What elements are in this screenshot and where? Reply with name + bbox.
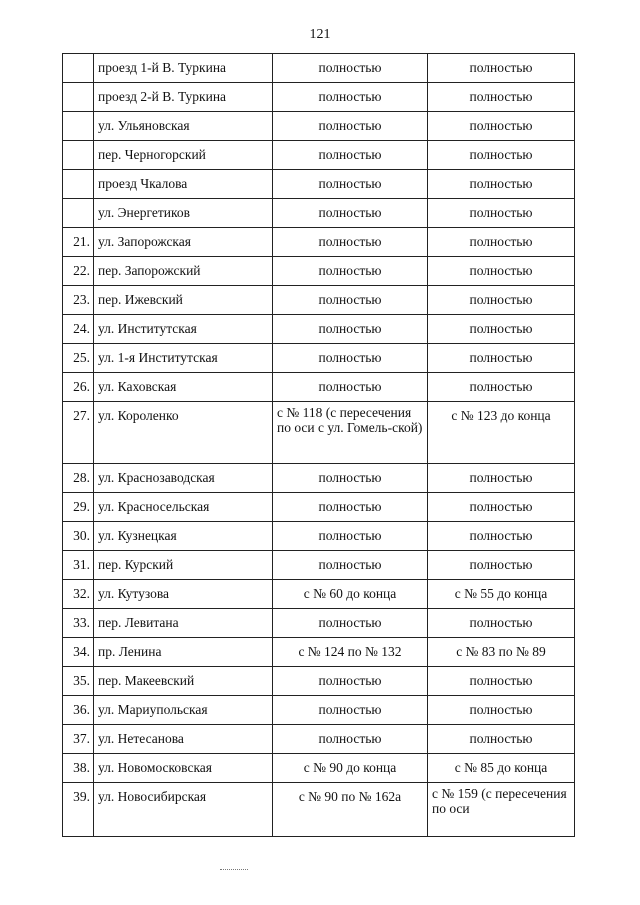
odd-side-range: полностью: [428, 522, 575, 551]
even-side-range: с № 90 по № 162а: [273, 783, 428, 837]
row-number: 31.: [63, 551, 94, 580]
even-side-range: с № 60 до конца: [273, 580, 428, 609]
even-side-range: с № 124 по № 132: [273, 638, 428, 667]
odd-side-range: с № 55 до конца: [428, 580, 575, 609]
even-side-range: полностью: [273, 493, 428, 522]
street-name: ул. Красносельская: [94, 493, 273, 522]
street-name: ул. Энергетиков: [94, 199, 273, 228]
row-number: [63, 141, 94, 170]
table-row: [63, 112, 575, 141]
street-name: ул. Мариупольская: [94, 696, 273, 725]
table-row: [63, 257, 575, 286]
odd-side-range: полностью: [428, 464, 575, 493]
row-number: [63, 83, 94, 112]
table-row: [63, 580, 575, 609]
even-side-range: полностью: [273, 609, 428, 638]
page-number: 121: [309, 27, 331, 42]
street-name: пер. Макеевский: [94, 667, 273, 696]
row-number: 25.: [63, 344, 94, 373]
streets-table-body: [63, 54, 575, 837]
even-side-range: полностью: [273, 83, 428, 112]
street-name: пр. Ленина: [94, 638, 273, 667]
street-name: ул. Новомосковская: [94, 754, 273, 783]
odd-side-range: полностью: [428, 286, 575, 315]
street-name: ул. Новосибирская: [94, 783, 273, 837]
street-name: пер. Черногорский: [94, 141, 273, 170]
row-number: [63, 199, 94, 228]
street-name: ул. Нетесанова: [94, 725, 273, 754]
row-number: 33.: [63, 609, 94, 638]
table-row: [63, 754, 575, 783]
street-name: ул. Краснозаводская: [94, 464, 273, 493]
even-side-range: полностью: [273, 522, 428, 551]
odd-side-range: полностью: [428, 54, 575, 83]
odd-side-range: полностью: [428, 696, 575, 725]
odd-side-range: с № 159 (с пересечения по оси: [428, 783, 575, 837]
row-number: [63, 54, 94, 83]
table-row: [63, 344, 575, 373]
odd-side-range: полностью: [428, 725, 575, 754]
table-row: [63, 373, 575, 402]
row-number: 27.: [63, 402, 94, 464]
table-row: [63, 228, 575, 257]
table-row: [63, 522, 575, 551]
odd-side-range: полностью: [428, 83, 575, 112]
row-number: 36.: [63, 696, 94, 725]
odd-side-range: полностью: [428, 373, 575, 402]
street-name: проезд Чкалова: [94, 170, 273, 199]
row-number: 37.: [63, 725, 94, 754]
table-row: [63, 402, 575, 464]
even-side-range: с № 90 до конца: [273, 754, 428, 783]
table-row: [63, 551, 575, 580]
row-number: 24.: [63, 315, 94, 344]
table-row: [63, 725, 575, 754]
even-side-range: полностью: [273, 551, 428, 580]
odd-side-range: полностью: [428, 228, 575, 257]
odd-side-range: с № 85 до конца: [428, 754, 575, 783]
street-name: ул. Короленко: [94, 402, 273, 464]
table-row: [63, 696, 575, 725]
footer-mark: [220, 869, 248, 872]
row-number: 29.: [63, 493, 94, 522]
even-side-range: полностью: [273, 373, 428, 402]
streets-table: [62, 53, 575, 837]
even-side-range: полностью: [273, 725, 428, 754]
table-row: [63, 464, 575, 493]
table-row: [63, 170, 575, 199]
table-row: [63, 783, 575, 837]
row-number: 28.: [63, 464, 94, 493]
row-number: 34.: [63, 638, 94, 667]
table-row: [63, 286, 575, 315]
table-row: [63, 638, 575, 667]
row-number: 32.: [63, 580, 94, 609]
even-side-range: полностью: [273, 228, 428, 257]
odd-side-range: полностью: [428, 667, 575, 696]
street-name: проезд 2-й В. Туркина: [94, 83, 273, 112]
street-name: ул. Институтская: [94, 315, 273, 344]
street-name: пер. Курский: [94, 551, 273, 580]
even-side-range: полностью: [273, 464, 428, 493]
even-side-range: полностью: [273, 667, 428, 696]
street-name: ул. Кузнецкая: [94, 522, 273, 551]
even-side-range: полностью: [273, 344, 428, 373]
row-number: 22.: [63, 257, 94, 286]
street-name: пер. Ижевский: [94, 286, 273, 315]
table-row: [63, 83, 575, 112]
table-row: [63, 609, 575, 638]
even-side-range: полностью: [273, 696, 428, 725]
even-side-range: полностью: [273, 315, 428, 344]
street-name: ул. 1-я Институтская: [94, 344, 273, 373]
odd-side-range: полностью: [428, 551, 575, 580]
row-number: 21.: [63, 228, 94, 257]
even-side-range: полностью: [273, 286, 428, 315]
even-side-range: полностью: [273, 199, 428, 228]
street-name: ул. Каховская: [94, 373, 273, 402]
even-side-range: полностью: [273, 112, 428, 141]
table-row: [63, 493, 575, 522]
table-row: [63, 315, 575, 344]
table-row: [63, 141, 575, 170]
odd-side-range: полностью: [428, 199, 575, 228]
odd-side-range: с № 123 до конца: [428, 402, 575, 464]
odd-side-range: полностью: [428, 257, 575, 286]
odd-side-range: с № 83 по № 89: [428, 638, 575, 667]
odd-side-range: полностью: [428, 609, 575, 638]
row-number: 39.: [63, 783, 94, 837]
odd-side-range: полностью: [428, 112, 575, 141]
row-number: 38.: [63, 754, 94, 783]
even-side-range: полностью: [273, 54, 428, 83]
street-name: пер. Левитана: [94, 609, 273, 638]
odd-side-range: полностью: [428, 170, 575, 199]
odd-side-range: полностью: [428, 141, 575, 170]
row-number: 35.: [63, 667, 94, 696]
street-name: проезд 1-й В. Туркина: [94, 54, 273, 83]
street-name: пер. Запорожский: [94, 257, 273, 286]
even-side-range: с № 118 (с пересечения по оси с ул. Гомель-ской): [273, 402, 428, 464]
table-row: [63, 667, 575, 696]
row-number: [63, 170, 94, 199]
table-row: [63, 199, 575, 228]
table-row: [63, 54, 575, 83]
odd-side-range: полностью: [428, 344, 575, 373]
odd-side-range: полностью: [428, 493, 575, 522]
row-number: 26.: [63, 373, 94, 402]
row-number: [63, 112, 94, 141]
row-number: 23.: [63, 286, 94, 315]
street-name: ул. Запорожская: [94, 228, 273, 257]
street-name: ул. Кутузова: [94, 580, 273, 609]
street-name: ул. Ульяновская: [94, 112, 273, 141]
even-side-range: полностью: [273, 141, 428, 170]
odd-side-range: полностью: [428, 315, 575, 344]
even-side-range: полностью: [273, 257, 428, 286]
row-number: 30.: [63, 522, 94, 551]
even-side-range: полностью: [273, 170, 428, 199]
